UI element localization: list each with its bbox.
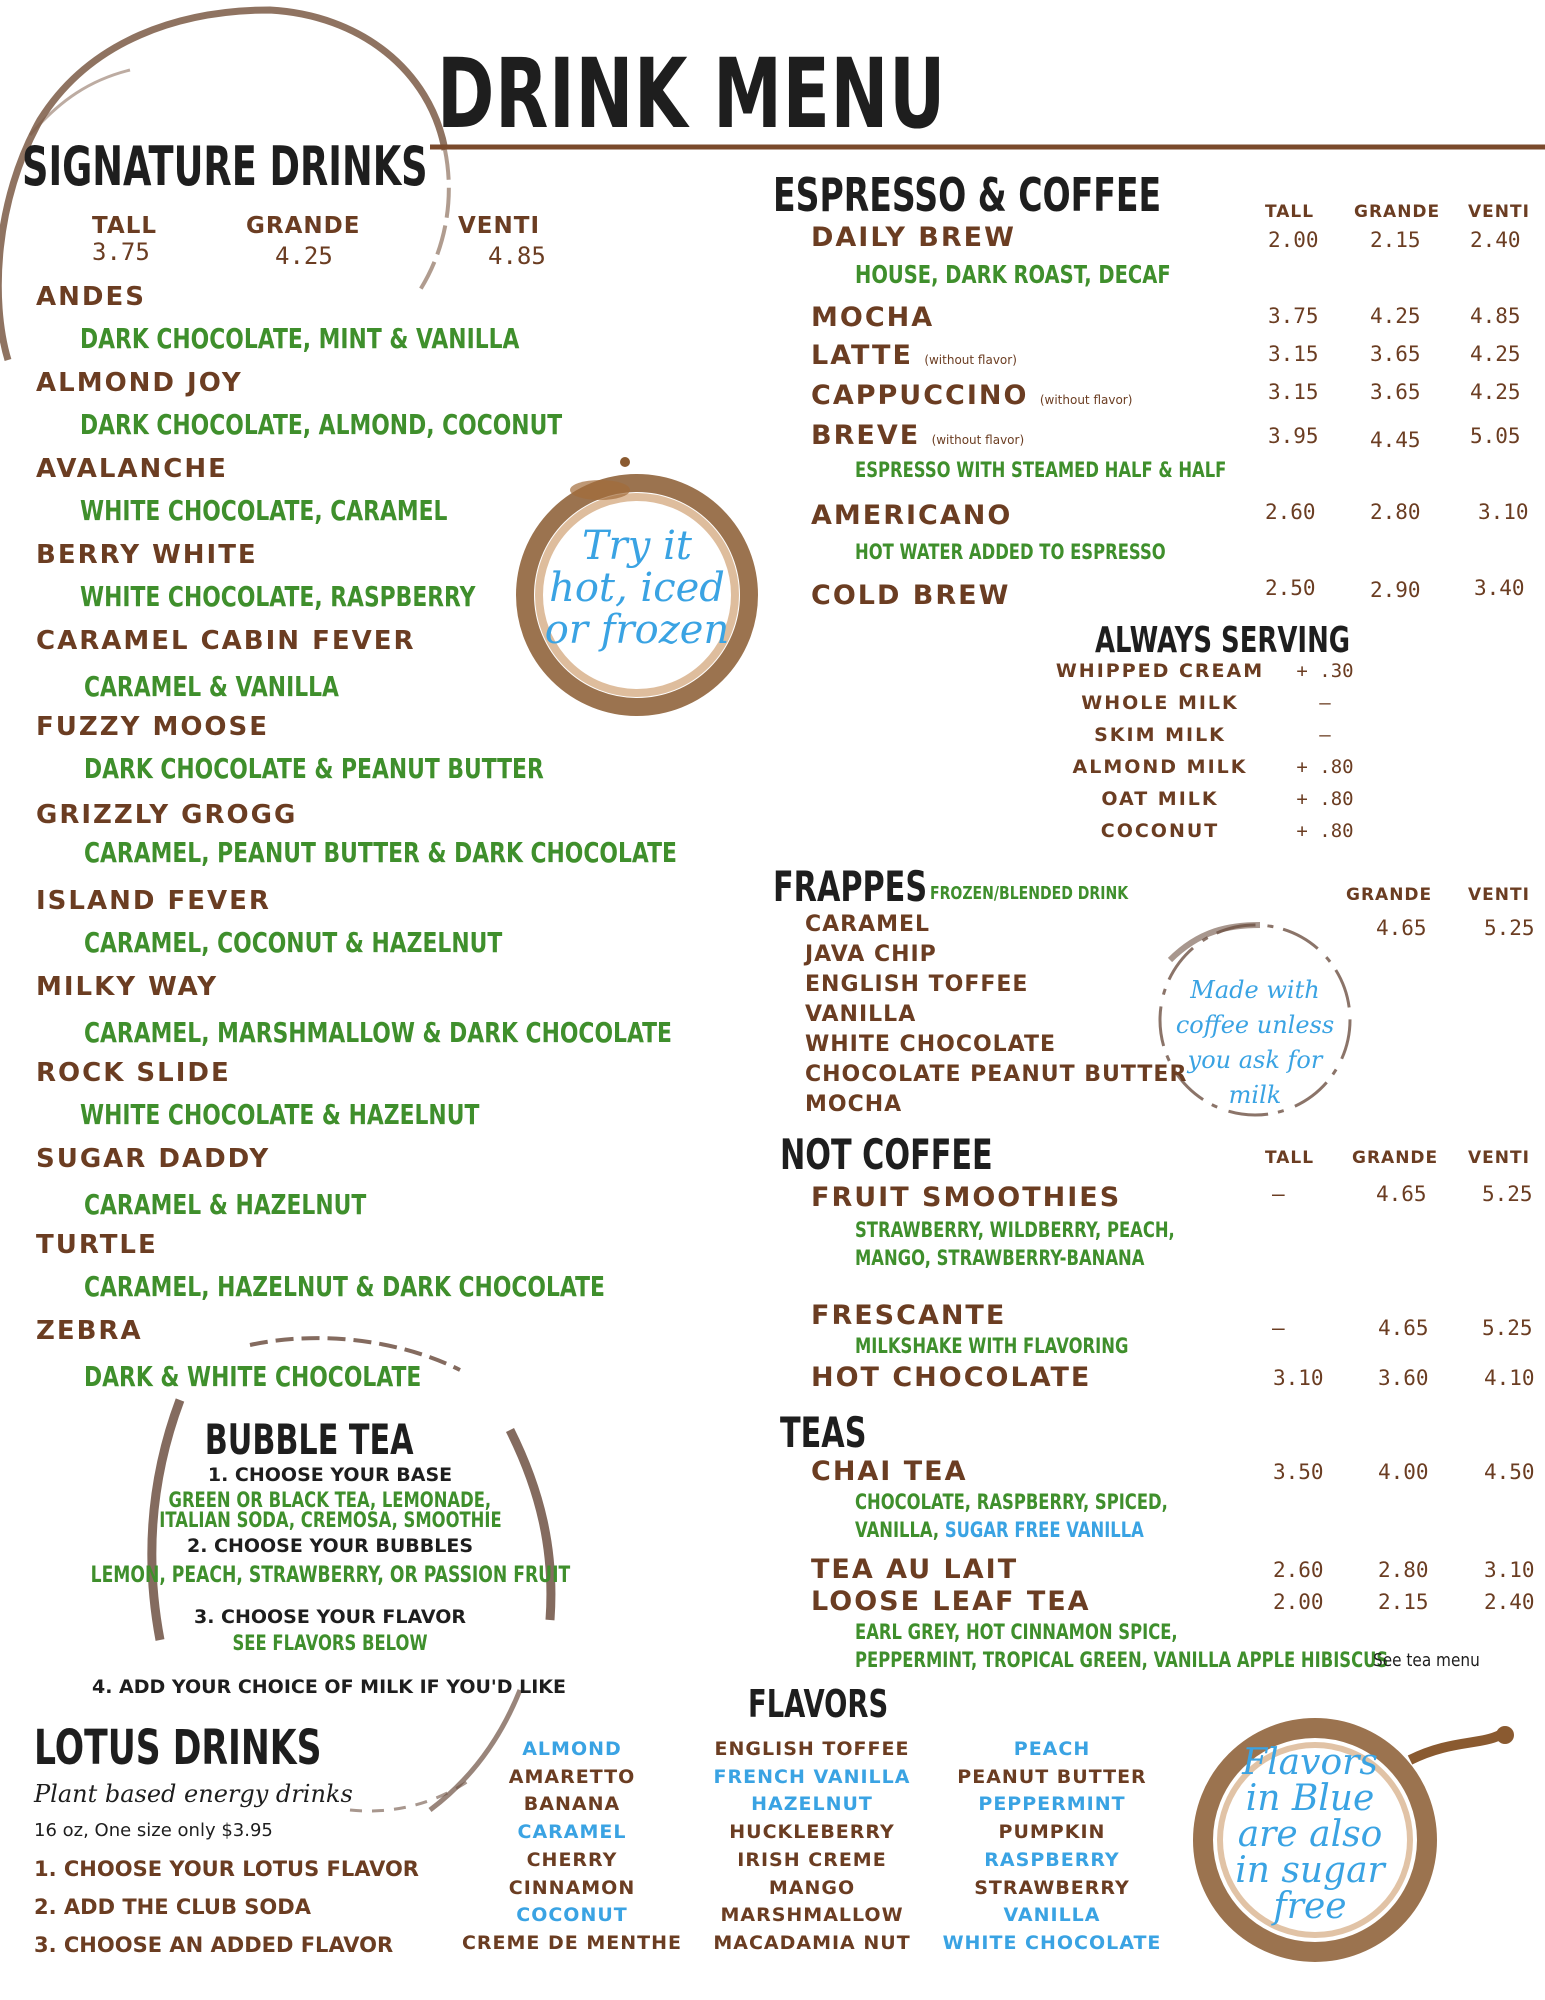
tea-au-lait-price-grande: 2.80 (1378, 1558, 1429, 1582)
mocha-price-grande: 4.25 (1370, 304, 1421, 328)
flavor-item: PEANUT BUTTER (957, 1765, 1147, 1788)
espresso-heading: ESPRESSO & COFFEE (773, 168, 1162, 222)
breve-price-tall: 3.95 (1268, 424, 1319, 448)
always-item-price: — (1319, 692, 1331, 714)
loose-leaf-desc-1: EARL GREY, HOT CINNAMON SPICE, (855, 1620, 1178, 1644)
frappes-list (805, 912, 1187, 1122)
smoothies-desc-1: STRAWBERRY, WILDBERRY, PEACH, (855, 1218, 1175, 1242)
tea-au-lait-price-venti: 3.10 (1484, 1558, 1535, 1582)
mocha-name: MOCHA (811, 302, 935, 333)
loose-leaf-price-venti: 2.40 (1484, 1590, 1535, 1614)
smoothies-price-venti: 5.25 (1482, 1182, 1533, 1206)
lotus-step-1: 1. CHOOSE YOUR LOTUS FLAVOR (34, 1857, 419, 1881)
frappes-col-venti: VENTI (1468, 885, 1530, 905)
loose-leaf-price-tall: 2.00 (1273, 1590, 1324, 1614)
chai-price-grande: 4.00 (1378, 1460, 1429, 1484)
bubble-tea-heading: BUBBLE TEA (204, 1415, 414, 1464)
flavor-item: ALMOND (522, 1738, 622, 1760)
lotus-step-2: 2. ADD THE CLUB SODA (34, 1895, 311, 1919)
cappuccino-price-grande: 3.65 (1370, 380, 1421, 404)
latte-price-grande: 3.65 (1370, 342, 1421, 366)
americano-price-grande: 2.80 (1370, 500, 1421, 524)
frappe-stamp-text: Made with coffee unless you ask for milk (1175, 976, 1335, 1109)
signature-item-desc: WHITE CHOCOLATE & HAZELNUT (80, 1098, 480, 1131)
bubble-tea-section (0, 1415, 660, 1465)
signature-item-desc: CARAMEL, MARSHMALLOW & DARK CHOCOLATE (84, 1016, 672, 1049)
chai-price-tall: 3.50 (1273, 1460, 1324, 1484)
always-item-name: COCONUT (1100, 820, 1220, 842)
bubble-step-1: 1. CHOOSE YOUR BASE (207, 1464, 453, 1486)
signature-size-venti: VENTI (458, 213, 541, 239)
always-item-name: SKIM MILK (1094, 724, 1226, 746)
signature-size-grande: GRANDE (246, 213, 361, 239)
flavor-item: IRISH CREME (737, 1848, 887, 1871)
hot-chocolate-price-tall: 3.10 (1273, 1366, 1324, 1390)
signature-item-desc: DARK CHOCOLATE & PEANUT BUTTER (84, 752, 544, 785)
signature-item-desc: WHITE CHOCOLATE, CARAMEL (80, 494, 448, 527)
bubble-step-3-options: SEE FLAVORS BELOW (232, 1631, 428, 1655)
flavor-item: ENGLISH TOFFEE (714, 1738, 910, 1760)
cappuccino-name: CAPPUCCINO (without flavor) (811, 380, 1133, 411)
flavor-item: VANILLA (1003, 1904, 1101, 1927)
flavor-item: RASPBERRY (984, 1848, 1120, 1871)
flavor-item: CARAMEL (517, 1821, 627, 1844)
daily-brew-price-tall: 2.00 (1268, 228, 1319, 252)
signature-item-name: ALMOND JOY (36, 368, 243, 398)
frappe-item: VANILLA (805, 1002, 917, 1027)
flavor-item: MANGO (768, 1876, 856, 1899)
flavors-stamp-text: Flavors in Blue are also in sugar free (1235, 1742, 1385, 1927)
menu-title: DRINK MENU (437, 38, 946, 150)
americano-name: AMERICANO (811, 500, 1013, 531)
signature-item-desc: CARAMEL & VANILLA (84, 670, 339, 703)
signature-item-name: ANDES (36, 282, 146, 312)
frescante-desc: MILKSHAKE WITH FLAVORING (855, 1334, 1129, 1358)
loose-leaf-desc-2: PEPPERMINT, TROPICAL GREEN, VANILLA APPLE HIBISCUS (855, 1648, 1389, 1672)
frappe-item: MOCHA (805, 1092, 903, 1117)
chai-name: CHAI TEA (811, 1456, 968, 1487)
cold-brew-price-venti: 3.40 (1474, 576, 1525, 600)
cappuccino-price-tall: 3.15 (1268, 380, 1319, 404)
tea-au-lait-price-tall: 2.60 (1273, 1558, 1324, 1582)
breve-desc: ESPRESSO WITH STEAMED HALF & HALF (855, 458, 1227, 482)
signature-item-desc: WHITE CHOCOLATE, RASPBERRY (80, 580, 476, 613)
frappe-item: JAVA CHIP (805, 942, 937, 967)
daily-brew-desc: HOUSE, DARK ROAST, DECAF (855, 260, 1171, 289)
flavor-item: MACADAMIA NUT (713, 1931, 911, 1954)
signature-item-name: ROCK SLIDE (36, 1058, 231, 1088)
espresso-col-tall: TALL (1265, 202, 1315, 222)
lotus-subtitle: Plant based energy drinks (34, 1780, 353, 1808)
see-tea-menu-note: See tea menu (1373, 1650, 1480, 1671)
signature-item-desc: DARK CHOCOLATE, ALMOND, COCONUT (80, 408, 563, 441)
bubble-step-2: 2. CHOOSE YOUR BUBBLES (186, 1535, 474, 1557)
signature-item-name: ZEBRA (36, 1316, 143, 1346)
signature-item-name: BERRY WHITE (36, 540, 258, 570)
flavor-item: FRENCH VANILLA (713, 1765, 911, 1788)
frescante-price-tall: — (1272, 1316, 1285, 1340)
always-item-name: WHIPPED CREAM (1055, 660, 1265, 682)
breve-name: BREVE (without flavor) (811, 420, 1025, 451)
breve-price-grande: 4.45 (1370, 428, 1421, 452)
lotus-heading: LOTUS DRINKS (34, 1720, 322, 1776)
flavor-item: MARSHMALLOW (720, 1904, 904, 1927)
flavor-item: WHITE CHOCOLATE (942, 1931, 1162, 1954)
flavor-item: HAZELNUT (751, 1793, 873, 1816)
breve-price-venti: 5.05 (1470, 424, 1521, 448)
mocha-price-venti: 4.85 (1470, 304, 1521, 328)
not-coffee-col-venti: VENTI (1468, 1148, 1530, 1168)
espresso-col-venti: VENTI (1468, 202, 1530, 222)
latte-name: LATTE (without flavor) (811, 340, 1017, 371)
always-item-price: + .30 (1296, 660, 1354, 682)
flavor-item: PEPPERMINT (978, 1793, 1126, 1816)
frappe-item: CARAMEL (805, 912, 931, 937)
signature-item-desc: CARAMEL, PEANUT BUTTER & DARK CHOCOLATE (84, 836, 677, 869)
chai-desc-1: CHOCOLATE, RASPBERRY, SPICED, (855, 1490, 1168, 1514)
signature-item-name: MILKY WAY (36, 972, 219, 1002)
frappe-item: CHOCOLATE PEANUT BUTTER (805, 1062, 1188, 1087)
teas-heading: TEAS (780, 1408, 867, 1457)
signature-item-desc: DARK & WHITE CHOCOLATE (84, 1360, 422, 1393)
smoothies-desc-2: MANGO, STRAWBERRY-BANANA (855, 1246, 1145, 1270)
smoothies-name: FRUIT SMOOTHIES (811, 1182, 1122, 1213)
not-coffee-heading: NOT COFFEE (780, 1130, 993, 1179)
hot-chocolate-price-venti: 4.10 (1484, 1366, 1535, 1390)
flavor-item: CREME DE MENTHE (461, 1931, 683, 1954)
signature-item-name: AVALANCHE (36, 454, 228, 484)
smoothies-price-grande: 4.65 (1376, 1182, 1427, 1206)
always-item-price: + .80 (1296, 788, 1354, 810)
flavors-heading: FLAVORS (748, 1682, 889, 1726)
signature-item-desc: CARAMEL, COCONUT & HAZELNUT (84, 926, 503, 959)
flavor-item: STRAWBERRY (974, 1876, 1130, 1899)
espresso-col-grande: GRANDE (1354, 202, 1441, 222)
loose-leaf-price-grande: 2.15 (1378, 1590, 1429, 1614)
not-coffee-col-grande: GRANDE (1352, 1148, 1439, 1168)
signature-item-desc: CARAMEL & HAZELNUT (84, 1188, 367, 1221)
always-serving-heading: ALWAYS SERVING (1095, 620, 1351, 661)
signature-item-desc: CARAMEL, HAZELNUT & DARK CHOCOLATE (84, 1270, 605, 1303)
lotus-size-price: 16 oz, One size only $3.95 (34, 1820, 273, 1841)
hot-chocolate-name: HOT CHOCOLATE (811, 1362, 1092, 1393)
signature-price-venti: 4.85 (488, 242, 546, 270)
latte-price-tall: 3.15 (1268, 342, 1319, 366)
flavor-item: BANANA (523, 1793, 621, 1816)
flavor-item: COCONUT (516, 1904, 628, 1927)
frescante-name: FRESCANTE (811, 1300, 1007, 1331)
signature-item-name: CARAMEL CABIN FEVER (36, 626, 416, 656)
mocha-price-tall: 3.75 (1268, 304, 1319, 328)
americano-desc: HOT WATER ADDED TO ESPRESSO (855, 540, 1166, 564)
frappes-price-grande: 4.65 (1376, 916, 1427, 940)
always-serving-names (1040, 660, 1280, 852)
daily-brew-name: DAILY BREW (811, 222, 1016, 253)
bubble-step-3: 3. CHOOSE YOUR FLAVOR (193, 1606, 467, 1628)
latte-price-venti: 4.25 (1470, 342, 1521, 366)
signature-item-name: ISLAND FEVER (36, 886, 271, 916)
frescante-price-venti: 5.25 (1482, 1316, 1533, 1340)
flavor-item: HUCKLEBERRY (729, 1821, 895, 1844)
bubble-step-4: 4. ADD YOUR CHOICE OF MILK IF YOU'D LIKE (92, 1676, 566, 1698)
not-coffee-col-tall: TALL (1265, 1148, 1315, 1168)
always-serving-prices (1285, 660, 1365, 852)
frappes-subheading: FROZEN/BLENDED DRINK (930, 883, 1129, 904)
signature-price-grande: 4.25 (275, 242, 333, 270)
chai-desc-2: VANILLA, SUGAR FREE VANILLA (855, 1518, 1144, 1542)
frappe-item: WHITE CHOCOLATE (805, 1032, 1057, 1057)
cappuccino-price-venti: 4.25 (1470, 380, 1521, 404)
hot-chocolate-price-grande: 3.60 (1378, 1366, 1429, 1390)
flavor-item: AMARETTO (508, 1765, 636, 1788)
frappes-price-venti: 5.25 (1484, 916, 1535, 940)
americano-price-venti: 3.10 (1478, 500, 1529, 524)
chai-sugar-free-vanilla: SUGAR FREE VANILLA (944, 1518, 1144, 1542)
signature-item-name: FUZZY MOOSE (36, 712, 270, 742)
frappes-heading: FRAPPES (773, 862, 928, 911)
always-item-name: ALMOND MILK (1072, 756, 1248, 778)
flavor-item: CHERRY (526, 1848, 618, 1871)
flavor-item: PEACH (1013, 1738, 1091, 1760)
signature-item-name: TURTLE (36, 1230, 158, 1260)
bubble-step-2-options: LEMON, PEACH, STRAWBERRY, OR PASSION FRUIT (90, 1563, 570, 1588)
cold-brew-name: COLD BREW (811, 580, 1011, 611)
signature-item-name: GRIZZLY GROGG (36, 800, 298, 830)
signature-price-tall: 3.75 (92, 238, 150, 266)
chai-price-venti: 4.50 (1484, 1460, 1535, 1484)
frappes-col-grande: GRANDE (1346, 885, 1433, 905)
cold-brew-price-tall: 2.50 (1265, 576, 1316, 600)
signature-heading: SIGNATURE DRINKS (22, 135, 428, 198)
signature-size-tall: TALL (92, 213, 158, 239)
cold-brew-price-grande: 2.90 (1370, 578, 1421, 602)
daily-brew-price-venti: 2.40 (1470, 228, 1521, 252)
lotus-step-3: 3. CHOOSE AN ADDED FLAVOR (34, 1933, 394, 1957)
flavor-item: CINNAMON (508, 1876, 636, 1899)
frappe-item: ENGLISH TOFFEE (805, 972, 1029, 997)
americano-price-tall: 2.60 (1265, 500, 1316, 524)
always-item-name: OAT MILK (1101, 788, 1219, 810)
always-item-name: WHOLE MILK (1081, 692, 1239, 714)
always-item-price: + .80 (1296, 820, 1354, 842)
signature-item-name: SUGAR DADDY (36, 1144, 271, 1174)
flavor-item: PUMPKIN (998, 1821, 1106, 1844)
daily-brew-price-grande: 2.15 (1370, 228, 1421, 252)
always-item-price: — (1319, 724, 1331, 746)
signature-item-desc: DARK CHOCOLATE, MINT & VANILLA (80, 322, 520, 355)
loose-leaf-name: LOOSE LEAF TEA (811, 1586, 1091, 1617)
always-item-price: + .80 (1296, 756, 1354, 778)
smoothies-price-tall: — (1272, 1182, 1285, 1206)
frescante-price-grande: 4.65 (1378, 1316, 1429, 1340)
bubble-step-1-options: GREEN OR BLACK TEA, LEMONADE, ITALIAN SODA, CREMOSA, SMOOTHIE (158, 1488, 502, 1532)
tea-au-lait-name: TEA AU LAIT (811, 1554, 1019, 1585)
try-it-stamp-text: Try it hot, iced or frozen (544, 523, 730, 653)
